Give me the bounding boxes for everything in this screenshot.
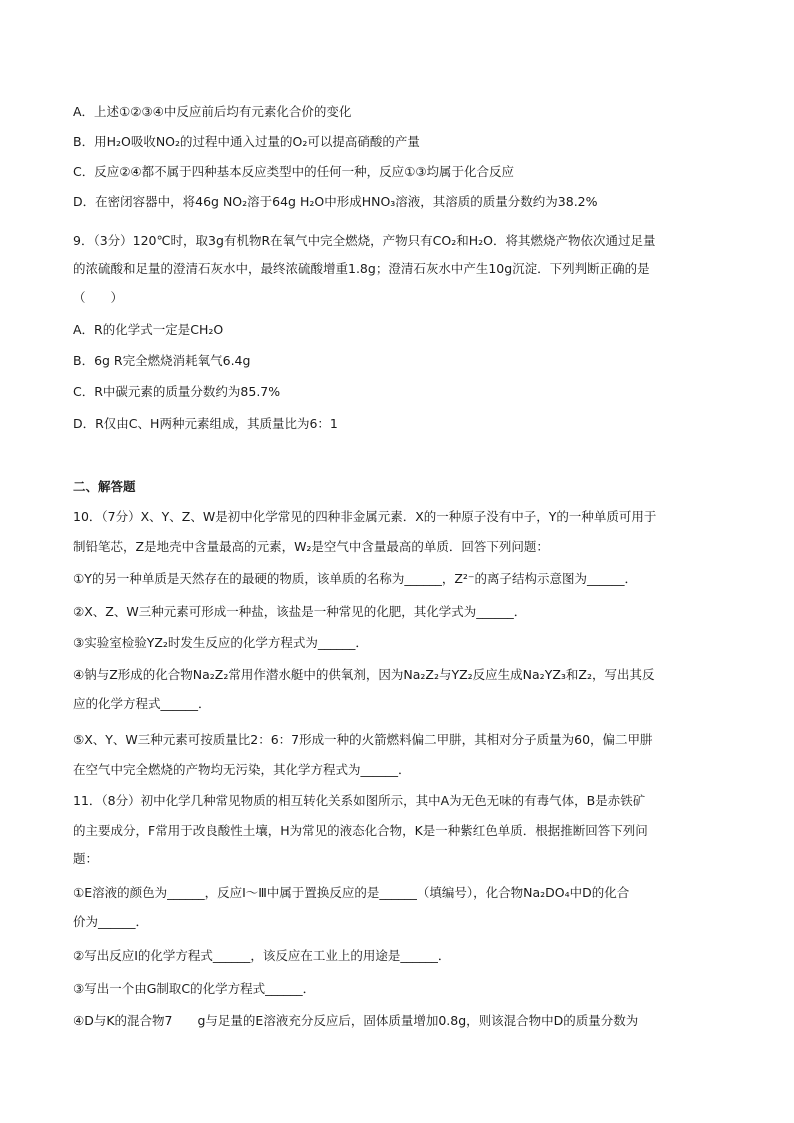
q8-option-b: B．用H₂O吸收NO₂的过程中通入过量的O₂可以提高硝酸的产量 [73, 134, 420, 149]
q10-part-5-line-1: ⑤X、Y、W三种元素可按质量比2：6：7形成一种的火箭燃料偏二甲肼，其相对分子质量为60，偏二甲肼 [73, 732, 653, 747]
q10-stem-line-1: 10．（7分）X、Y、Z、W是初中化学常见的四种非金属元素．X的一种原子没有中子，Y的一种单质可用于 [73, 509, 657, 524]
q11-part-4: ④D与K的混合物7 g与足量的E溶液充分反应后，固体质量增加0.8g，则该混合物中D的质量分数为 [73, 1013, 639, 1028]
q11-part-3: ③写出一个由G制取C的化学方程式______． [73, 981, 316, 996]
q9-stem-line-1: 9．（3分）120℃时，取3g有机物R在氧气中完全燃烧，产物只有CO₂和H₂O．将其燃烧产物依次通过足量 [73, 233, 656, 248]
q9-stem-line-2: 的浓硫酸和足量的澄清石灰水中，最终浓硫酸增重1.8g；澄清石灰水中产生10g沉淀．下列判断正确的是 [73, 261, 650, 276]
q11-part-1-line-2: 价为______． [73, 914, 149, 929]
q10-part-5-line-2: 在空气中完全燃烧的产物均无污染，其化学方程式为______． [73, 762, 411, 777]
q9-option-a: A．R的化学式一定是CH₂O [73, 322, 224, 337]
q9-option-c: C．R中碳元素的质量分数约为85.7% [73, 384, 281, 399]
q10-part-1: ①Y的另一种单质是天然存在的最硬的物质，该单质的名称为______，Z²⁻的离子结构示意图为______． [73, 571, 638, 586]
q9-option-d: D．R仅由C、H两种元素组成，其质量比为6：1 [73, 416, 338, 431]
q10-part-3: ③实验室检验YZ₂时发生反应的化学方程式为______． [73, 635, 368, 650]
q10-part-4-line-1: ④钠与Z形成的化合物Na₂Z₂常用作潜水艇中的供氧剂，因为Na₂Z₂与YZ₂反应生成Na₂YZ₃和Z₂，写出其反 [73, 667, 655, 682]
q11-stem-line-1: 11．（8分）初中化学几种常见物质的相互转化关系如图所示，其中A为无色无味的有毒气体，B是赤铁矿 [73, 793, 646, 808]
q8-option-d: D．在密闭容器中，将46g NO₂溶于64g H₂O中形成HNO₃溶液，其溶质的质量分数约为38.2% [73, 194, 598, 209]
q11-stem-line-3: 题： [73, 851, 99, 866]
q9-option-b: B．6g R完全燃烧消耗氧气6.4g [73, 353, 251, 368]
q10-part-2: ②X、Z、W三种元素可形成一种盐，该盐是一种常见的化肥，其化学式为______． [73, 604, 527, 619]
q10-stem-line-2: 制铅笔芯，Z是地壳中含量最高的元素，W₂是空气中含量最高的单质．回答下列问题： [73, 539, 549, 554]
q11-stem-line-2: 的主要成分，F常用于改良酸性土壤，H为常见的液态化合物，K是一种紫红色单质．根据推断回答下列问 [73, 823, 648, 838]
q10-part-4-line-2: 应的化学方程式______． [73, 696, 211, 711]
q11-part-2: ②写出反应Ⅰ的化学方程式______，该反应在工业上的用途是______． [73, 948, 451, 963]
q8-option-c: C．反应②④都不属于四种基本反应类型中的任何一种，反应①③均属于化合反应 [73, 164, 515, 179]
q11-part-1-line-1: ①E溶液的颜色为______，反应Ⅰ～Ⅲ中属于置换反应的是______（填编号），化合物Na₂DO₄中D的化合 [73, 885, 630, 900]
section-heading: 二、解答题 [73, 479, 136, 494]
q8-option-a: A．上述①②③④中反应前后均有元素化合价的变化 [73, 104, 352, 119]
q9-answer-blank: （ ） [73, 290, 124, 305]
